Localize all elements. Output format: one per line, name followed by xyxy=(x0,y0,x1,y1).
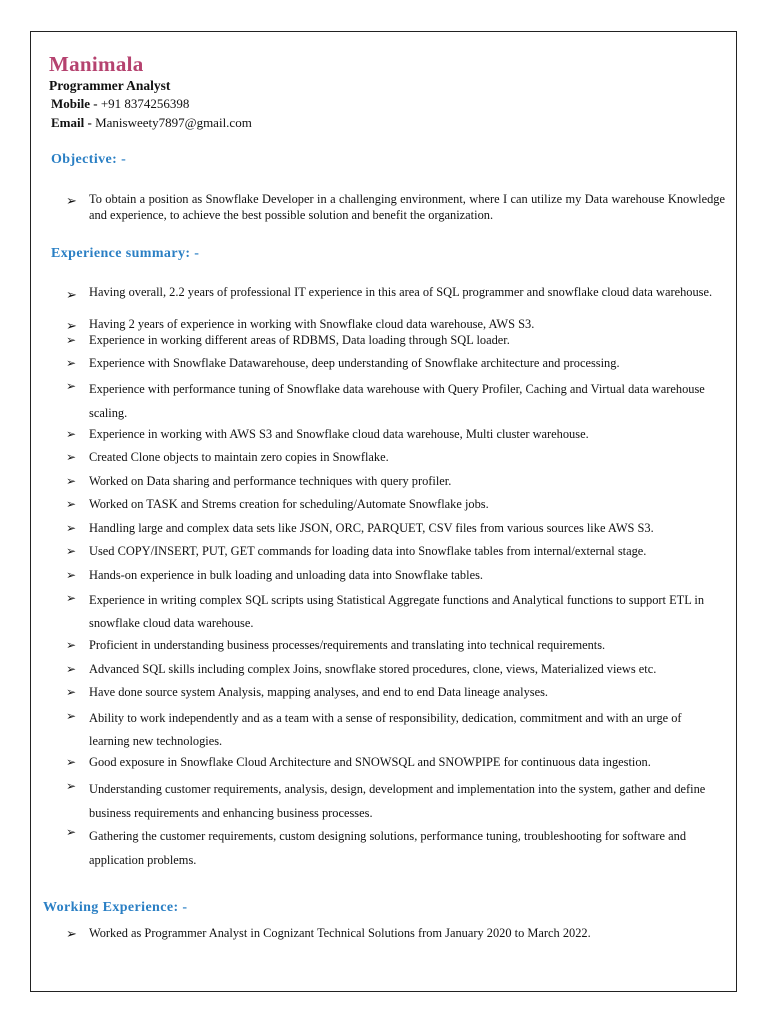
list-item: Experience in working with AWS S3 and Snowflake cloud data warehouse, Multi cluster warehouse. xyxy=(89,427,589,441)
arrow-bullet-icon: ➢ xyxy=(66,709,77,723)
arrow-bullet-icon: ➢ xyxy=(66,427,77,441)
arrow-bullet-icon: ➢ xyxy=(66,926,77,941)
arrow-bullet-icon: ➢ xyxy=(66,685,77,699)
list-item: Used COPY/INSERT, PUT, GET commands for loading data into Snowflake tables from internal/external stage. xyxy=(89,544,647,558)
arrow-bullet-icon: ➢ xyxy=(66,825,77,839)
list-item: Advanced SQL skills including complex Joins, snowflake stored procedures, clone, views, Materialized views etc. xyxy=(89,662,657,676)
list-item: Understanding customer requirements, analysis, design, development and implementation into the system, gather and define business requirements and enhancing business processes. xyxy=(89,782,706,820)
list-item: Having overall, 2.2 years of professional IT experience in this area of SQL programmer and snowflake cloud data warehouse. xyxy=(89,285,713,299)
list-item: Having 2 years of experience in working with Snowflake cloud data warehouse, AWS S3. xyxy=(89,317,535,331)
working-experience-heading: Working Experience: - xyxy=(43,900,188,915)
list-item: Created Clone objects to maintain zero copies in Snowflake. xyxy=(89,450,389,464)
arrow-bullet-icon: ➢ xyxy=(66,379,77,393)
list-item: Handling large and complex data sets like JSON, ORC, PARQUET, CSV files from various sources like AWS S3. xyxy=(89,521,654,535)
email-value: Manisweety7897@gmail.com xyxy=(95,115,252,130)
list-item: Experience with performance tuning of Snowflake data warehouse with Query Profiler, Caching and Virtual data warehouse scaling. xyxy=(89,382,705,420)
email-label: Email - xyxy=(51,115,92,130)
objective-heading: Objective: - xyxy=(51,152,127,167)
arrow-bullet-icon: ➢ xyxy=(66,497,77,511)
arrow-bullet-icon: ➢ xyxy=(66,193,77,208)
list-item: Experience in writing complex SQL scripts using Statistical Aggregate functions and Analytical functions to support ETL in snowflake cloud data warehouse. xyxy=(89,593,705,630)
list-item: Proficient in understanding business processes/requirements and translating into technical requirements. xyxy=(89,638,606,652)
list-item: Experience with Snowflake Datawarehouse, deep understanding of Snowflake architecture and processing. xyxy=(89,356,620,370)
arrow-bullet-icon: ➢ xyxy=(66,356,77,370)
arrow-bullet-icon: ➢ xyxy=(66,568,77,582)
list-item: Experience in working different areas of RDBMS, Data loading through SQL loader. xyxy=(89,333,510,347)
job-title: Programmer Analyst xyxy=(49,78,171,93)
arrow-bullet-icon: ➢ xyxy=(66,544,77,558)
mobile-line xyxy=(51,96,189,112)
mobile-label: Mobile - xyxy=(51,96,98,111)
arrow-bullet-icon: ➢ xyxy=(66,450,77,464)
list-item: Gathering the customer requirements, custom designing solutions, performance tuning, troubleshooting for software and application problems. xyxy=(89,829,687,867)
email-line xyxy=(51,115,252,131)
arrow-bullet-icon: ➢ xyxy=(66,474,77,488)
arrow-bullet-icon: ➢ xyxy=(66,591,77,605)
arrow-bullet-icon: ➢ xyxy=(66,638,77,652)
list-item: Hands-on experience in bulk loading and unloading data into Snowflake tables. xyxy=(89,568,483,582)
arrow-bullet-icon: ➢ xyxy=(66,521,77,535)
list-item: Worked on TASK and Strems creation for scheduling/Automate Snowflake jobs. xyxy=(89,497,489,511)
list-item: Good exposure in Snowflake Cloud Architecture and SNOWSQL and SNOWPIPE for continuous data ingestion. xyxy=(89,755,651,769)
arrow-bullet-icon: ➢ xyxy=(66,287,77,302)
mobile-value: +91 8374256398 xyxy=(100,96,190,111)
list-item: Have done source system Analysis, mapping analyses, and end to end Data lineage analyses. xyxy=(89,685,549,699)
candidate-name: Manimala xyxy=(49,52,144,76)
experience-summary-heading: Experience summary: - xyxy=(51,246,200,261)
list-item: Worked on Data sharing and performance techniques with query profiler. xyxy=(89,474,452,488)
objective-text: To obtain a position as Snowflake Developer in a challenging environment, where I can utilize my Data warehouse Knowledge and experience, to achieve the best possible solution and benefit the organization. xyxy=(89,192,725,222)
arrow-bullet-icon: ➢ xyxy=(66,318,77,333)
arrow-bullet-icon: ➢ xyxy=(66,333,77,347)
arrow-bullet-icon: ➢ xyxy=(66,662,77,676)
arrow-bullet-icon: ➢ xyxy=(66,779,77,793)
list-item: Worked as Programmer Analyst in Cognizant Technical Solutions from January 2020 to March 2022. xyxy=(89,926,591,940)
arrow-bullet-icon: ➢ xyxy=(66,755,77,769)
list-item: Ability to work independently and as a team with a sense of responsibility, dedication, commitment and with an urge of learning new technologies. xyxy=(89,711,682,748)
